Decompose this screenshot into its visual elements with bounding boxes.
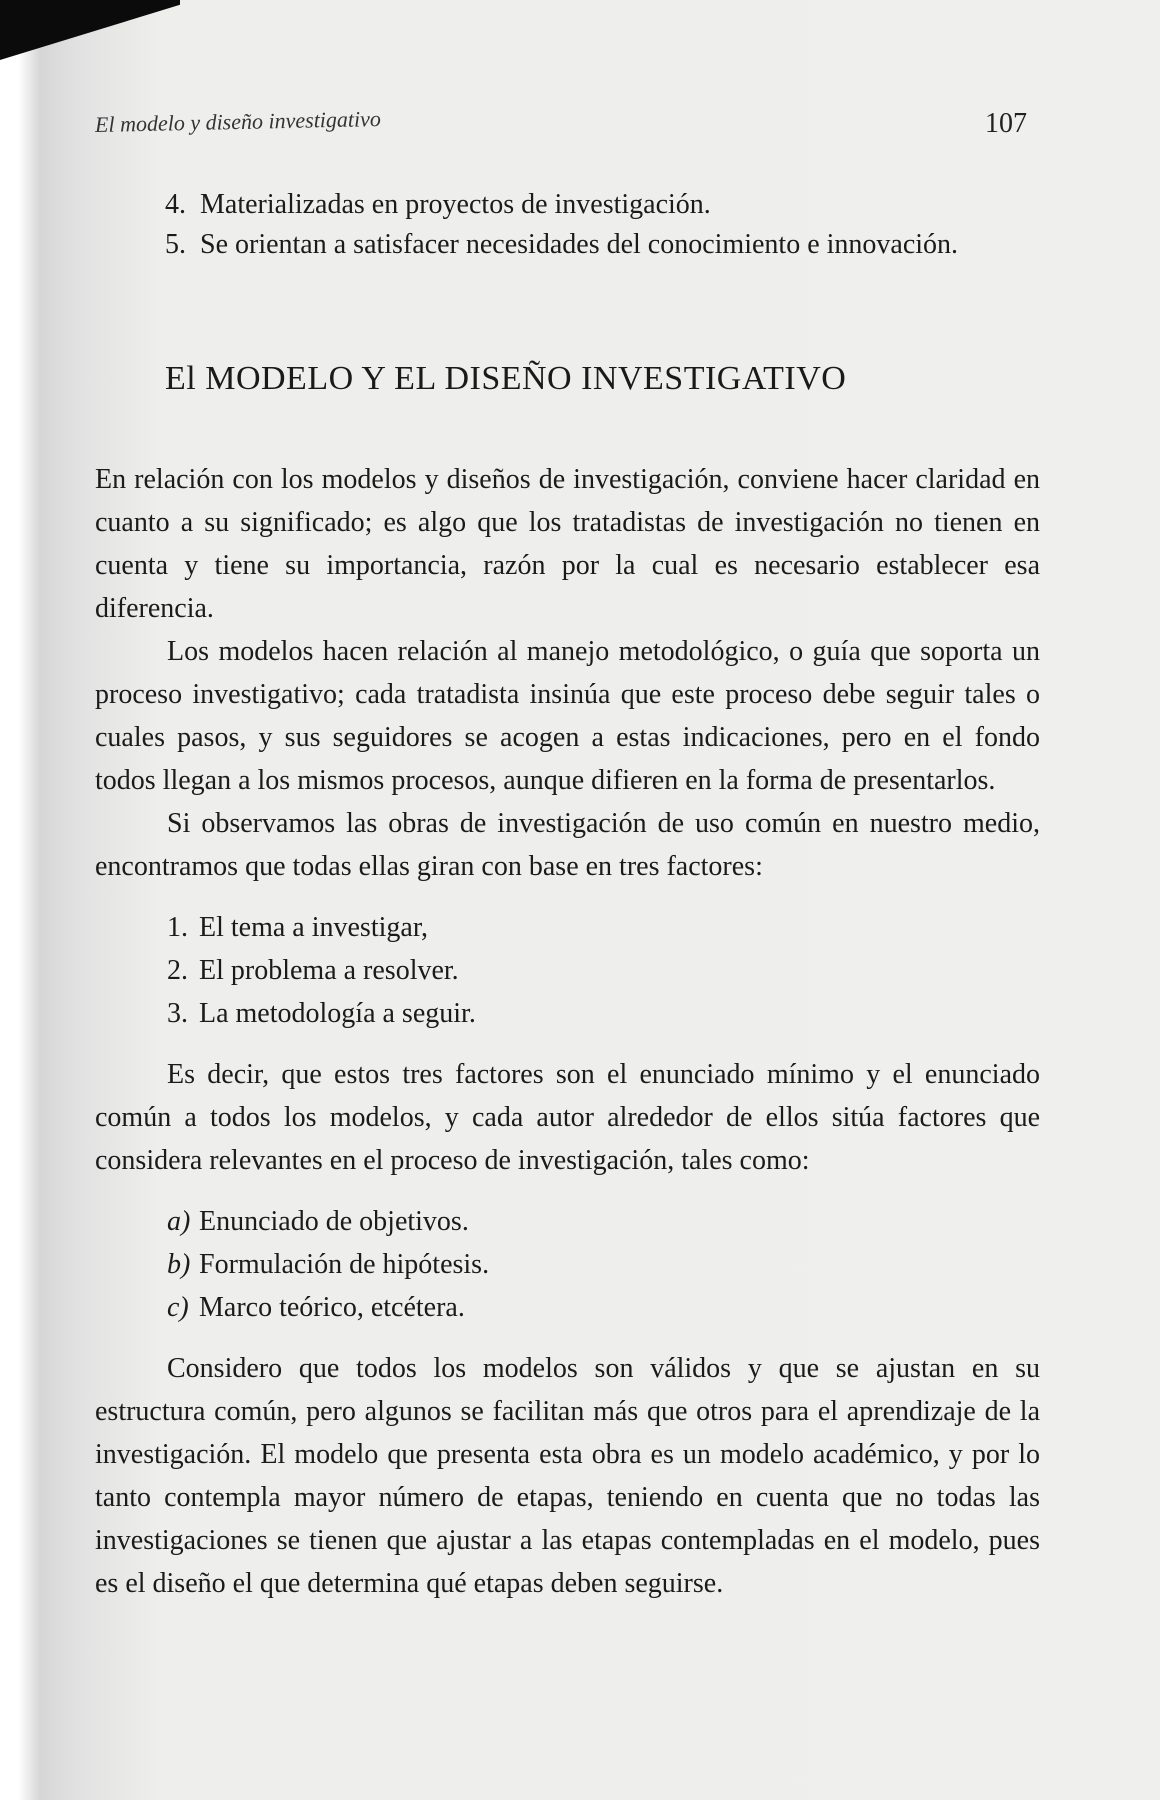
list-item <box>167 992 1040 1035</box>
running-head: El modelo y diseño investigativo <box>94 106 382 137</box>
list-item-number: 2. <box>167 955 188 986</box>
list-item-text: Marco teórico, etcétera. <box>199 1292 465 1323</box>
paragraph-1: En relación con los modelos y diseños de investigación, conviene hacer claridad en cuanto a su significado; es algo que los tratadistas de investigación no tienen en cuenta y tiene su importancia, razón por la cual es necesario establecer esa diferencia. <box>95 464 1040 624</box>
list-item-letter: c) <box>167 1292 189 1323</box>
list-item <box>167 1243 1040 1286</box>
list-item-text: Se orientan a satisfacer necesidades del conocimiento e innovación. <box>200 229 959 260</box>
paragraph-2: Los modelos hacen relación al manejo metodológico, o guía que soporta un proceso investigativo; cada tratadista insinúa que este proceso debe seguir tales o cuales pasos, y sus seguidores se acogen a estas indicaciones, pero en el fondo todos llegan a los mismos procesos, aunque difieren en la forma de presentarlos. <box>95 636 1040 796</box>
body-text <box>95 458 1040 1605</box>
list-item-letter: a) <box>167 1206 191 1237</box>
scan-shadow-corner <box>0 0 180 60</box>
list-item-text: Materializadas en proyectos de investigación. <box>200 189 711 220</box>
list-item-text: El tema a investigar, <box>199 912 429 943</box>
intro-list <box>165 185 958 265</box>
list-item <box>167 949 1040 992</box>
paragraph-4: Es decir, que estos tres factores son el enunciado mínimo y el enunciado común a todos los modelos, y cada autor alrededor de ellos sitúa factores que considera relevantes en el proceso de investigación, tales como: <box>95 1059 1040 1176</box>
list-item <box>165 225 958 265</box>
list-item-text: El problema a resolver. <box>199 955 459 986</box>
list-item <box>167 906 1040 949</box>
list-item <box>167 1286 1040 1329</box>
page-number: 107 <box>985 108 1027 139</box>
list-item-number: 4. <box>165 189 186 220</box>
factors-list <box>167 906 1040 1035</box>
list-item <box>165 185 958 225</box>
examples-list <box>167 1200 1040 1329</box>
list-item-text: Formulación de hipótesis. <box>199 1249 490 1280</box>
paragraph-3: Si observamos las obras de investigación de uso común en nuestro medio, encontramos que todas ellas giran con base en tres factores: <box>95 808 1040 882</box>
list-item-letter: b) <box>167 1249 191 1280</box>
list-item-number: 3. <box>167 998 188 1029</box>
list-item-number: 5. <box>165 229 186 260</box>
list-item-text: Enunciado de objetivos. <box>199 1206 469 1237</box>
paragraph-5: Considero que todos los modelos son válidos y que se ajustan en su estructura común, pero algunos se facilitan más que otros para el aprendizaje de la investigación. El modelo que presenta esta obra es un modelo académico, y por lo tanto contempla mayor número de etapas, teniendo en cuenta que no todas las investigaciones se tienen que ajustar a las etapas contempladas en el modelo, pues es el diseño el que determina qué etapas deben seguirse. <box>95 1353 1040 1599</box>
list-item <box>167 1200 1040 1243</box>
list-item-text: La metodología a seguir. <box>199 998 476 1029</box>
list-item-number: 1. <box>167 912 188 943</box>
section-title: El MODELO Y EL DISEÑO INVESTIGATIVO <box>165 360 847 397</box>
